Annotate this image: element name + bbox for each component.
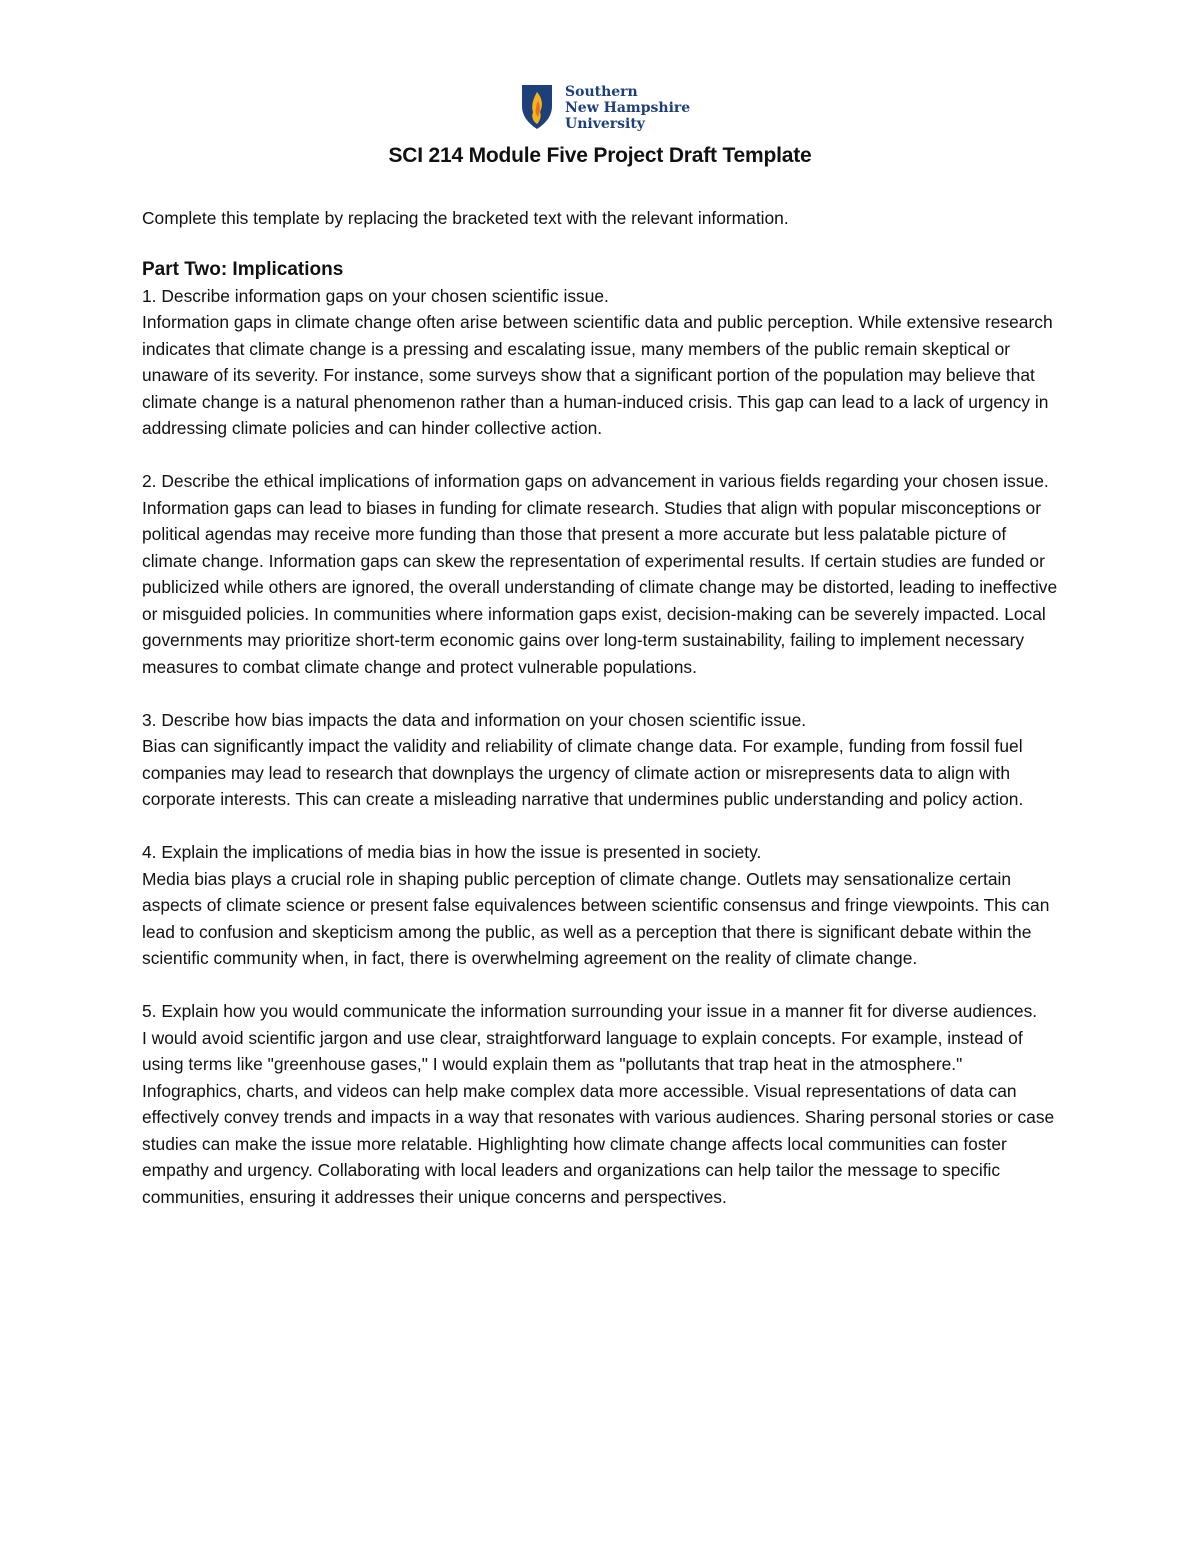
question-prompt: 5. Explain how you would communicate the information surrounding your issue in a manner fit for diverse audiences.: [142, 1001, 1038, 1021]
shield-flame-icon: [521, 84, 553, 130]
section-heading: Part Two: Implications: [142, 258, 344, 280]
question-block-2: [142, 468, 1062, 680]
document-title: SCI 214 Module Five Project Draft Template: [388, 144, 812, 167]
question-answer: I would avoid scientific jargon and use clear, straightforward language to explain concepts. For example, instead of using terms like "greenhouse gases," I would explain them as "pollutants that trap heat in the atmosphere." Infographics, charts, and videos can help make complex data more accessible. Visual representations of data can effectively convey trends and impacts in a way that resonates with various audiences. Sharing personal stories or case studies can make the issue more relatable. Highlighting how climate change affects local communities can foster empathy and urgency. Collaborating with local leaders and organizations can help tailor the message to specific communities, ensuring it addresses their unique concerns and perspectives.: [142, 1027, 1055, 1207]
logo-line-1: Southern: [565, 84, 638, 100]
question-prompt: 3. Describe how bias impacts the data and information on your chosen scientific issue.: [142, 709, 807, 730]
question-prompt: 2. Describe the ethical implications of information gaps on advancement in various fields regarding your chosen issue.: [142, 471, 1049, 491]
question-prompt: 1. Describe information gaps on your chosen scientific issue.: [142, 285, 609, 306]
question-block-1: [142, 283, 1062, 442]
question-answer: Bias can significantly impact the validity and reliability of climate change data. For example, funding from fossil fuel companies may lead to research that downplays the urgency of climate action or misrepresents data to align with corporate interests. This can create a misleading narrative that undermines public understanding and policy action.: [142, 736, 1024, 809]
question-answer: Information gaps can lead to biases in funding for climate research. Studies that align with popular misconceptions or political agendas may receive more funding than those that present a more accurate but less palatable picture of climate change. Information gaps can skew the representation of experimental results. If certain studies are funded or publicized while others are ignored, the overall understanding of climate change may be distorted, leading to ineffective or misguided policies. In communities where information gaps exist, decision-making can be severely impacted. Local governments may prioritize short-term economic gains over long-term sustainability, failing to implement necessary measures to combat climate change and protect vulnerable populations.: [142, 497, 1058, 677]
logo-line-2: New Hampshire: [565, 100, 691, 116]
question-block-3: [142, 707, 1062, 813]
logo-line-3: University: [565, 116, 645, 132]
question-block-5: [142, 998, 1062, 1210]
intro-text: Complete this template by replacing the bracketed text with the relevant information.: [142, 208, 789, 228]
question-answer: Information gaps in climate change often arise between scientific data and public perception. While extensive research indicates that climate change is a pressing and escalating issue, many members of the public remain skeptical or unaware of its severity. For instance, some surveys show that a significant portion of the population may believe that climate change is a natural phenomenon rather than a human-induced crisis. This gap can lead to a lack of urgency in addressing climate policies and can hinder collective action.: [142, 312, 1053, 438]
question-prompt: 4. Explain the implications of media bias in how the issue is presented in society.: [142, 842, 762, 862]
question-answer: Media bias plays a crucial role in shaping public perception of climate change. Outlets may sensationalize certain aspects of climate science or present false equivalences between scientific consensus and fringe viewpoints. This can lead to confusion and skepticism among the public, as well as a perception that there is significant debate within the scientific community when, in fact, there is overwhelming agreement on the reality of climate change.: [142, 868, 1050, 968]
logo-wordmark: [565, 84, 690, 132]
document-body: [142, 205, 1062, 1237]
snhu-logo: [521, 84, 711, 134]
question-block-4: [142, 839, 1062, 972]
